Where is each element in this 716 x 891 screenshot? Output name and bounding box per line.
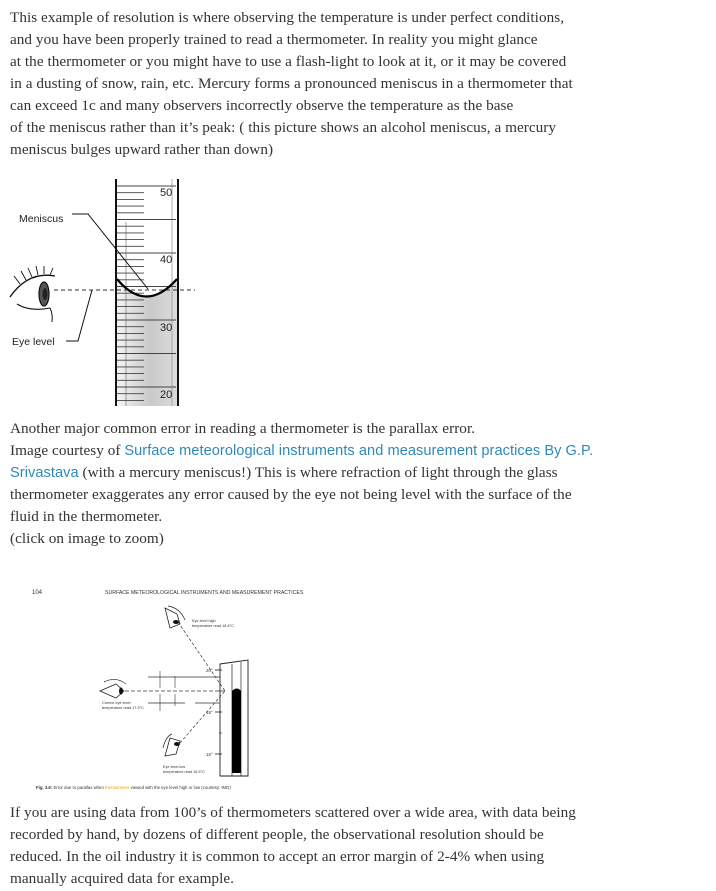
text-line	[10, 462, 710, 484]
scale-label: 40	[160, 254, 173, 266]
text-line: thermometer exaggerates any error caused by the eye not being level with the surface of the	[10, 486, 572, 503]
eye-high-icon	[165, 606, 185, 628]
scale-label: 20°	[206, 668, 213, 673]
caption-label: Fig. 3.6:	[36, 785, 53, 790]
thermometer	[215, 660, 248, 776]
page-number: 104	[32, 590, 43, 596]
parallax-figure[interactable]	[20, 578, 350, 794]
text-line: in a dusting of snow, rain, etc. Mercury forms a pronounced meniscus in a thermometer that	[10, 75, 573, 92]
eye-level-pointer	[66, 290, 92, 341]
text-line: reduced. In the oil industry it is common to accept an error margin of 2-4% when using	[10, 848, 545, 865]
eye-correct-temp: temperature read 17.5°C	[102, 706, 144, 710]
caption-text: Error due to parallax when	[52, 785, 106, 790]
eye-level-label: Eye level	[12, 336, 55, 348]
scale-label: 20	[160, 389, 173, 401]
text-line: This example of resolution is where observing the temperature is under perfect conditions,	[10, 9, 565, 26]
meniscus-diagram[interactable]	[0, 176, 205, 406]
intro-paragraph	[10, 7, 710, 161]
eye-correct-icon	[100, 679, 126, 698]
text-line	[10, 440, 710, 462]
meniscus-pointer	[72, 214, 148, 289]
figure-caption	[36, 785, 231, 790]
source-book-link[interactable]: Surface meteorological instruments and measurement practices By G.P.	[124, 443, 594, 459]
source-book-link-continued[interactable]: Srivastava	[10, 465, 79, 481]
eye-high-label: Eye level high	[192, 619, 216, 623]
parallax-paragraph	[10, 418, 710, 550]
text-fragment: Image courtesy of	[10, 442, 125, 459]
text-line: Another major common error in reading a thermometer is the parallax error.	[10, 420, 476, 437]
running-header: SURFACE METEOROLOGICAL INSTRUMENTS AND MEASUREMENT PRACTICES	[105, 590, 304, 596]
scale-label: 16°	[206, 752, 213, 757]
eye-high-temp: temperature read 18.6°C	[192, 624, 234, 628]
meniscus-label: Meniscus	[19, 213, 64, 225]
text-line: at the thermometer or you might have to use a flash-light to look at it, or it may be covered	[10, 53, 567, 70]
text-line: If you are using data from 100’s of thermometers scattered over a wide area, with data being	[10, 804, 576, 821]
eye-low-temp: temperature read 16.5°C	[163, 770, 205, 774]
caption-text: viewed with the eye level high or low (courtesy: IMD)	[129, 785, 231, 790]
eye-icon	[10, 266, 55, 322]
scale-label: 18°	[206, 710, 213, 715]
sight-line-low	[180, 691, 225, 743]
text-line: meniscus bulges upward rather than down)	[10, 141, 274, 158]
text-line: and you have been properly trained to read a thermometer. In reality you might glance	[10, 31, 538, 48]
eye-low-icon	[163, 734, 180, 756]
text-line: can exceed 1c and many observers incorrectly observe the temperature as the base	[10, 97, 514, 114]
text-line: fluid in the thermometer.	[10, 508, 163, 525]
zoom-hint: (click on image to zoom)	[10, 530, 164, 547]
caption-highlight: thermometer	[105, 785, 130, 790]
text-line: recorded by hand, by dozens of different people, the observational resolution should be	[10, 826, 544, 843]
scale-label: 30	[160, 322, 173, 334]
scale-label: 50	[160, 187, 173, 199]
text-line: manually acquired data for example.	[10, 870, 234, 887]
eye-low-label: Eye level low	[163, 765, 186, 769]
sight-line-high	[178, 622, 225, 691]
conclusion-paragraph	[10, 802, 710, 890]
text-line: of the meniscus rather than it’s peak: ( this picture shows an alcohol meniscus, a mercury	[10, 119, 557, 136]
text-fragment: (with a mercury meniscus!) This is where refraction of light through the glass	[78, 464, 558, 481]
eye-correct-label: Correct eye level	[102, 701, 131, 705]
